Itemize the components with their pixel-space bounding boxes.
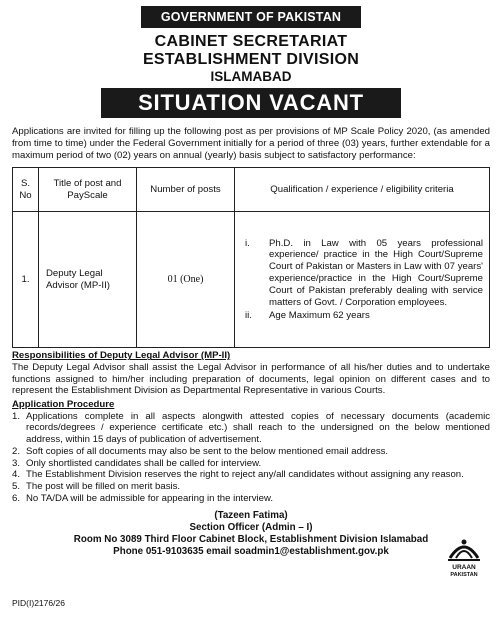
list-item-number: 4. bbox=[12, 469, 21, 481]
list-item bbox=[12, 469, 490, 481]
list-item-text: The Establishment Division reserves the right to reject any/all candidates without assigning any reason. bbox=[26, 469, 464, 481]
signatory-name: (Tazeen Fatima) bbox=[214, 510, 288, 522]
table-header-row bbox=[13, 168, 490, 212]
list-item-text: Soft copies of all documents may also be sent to the below mentioned email address. bbox=[26, 445, 389, 457]
procedure-list bbox=[12, 411, 490, 505]
responsibilities-heading: Responsibilities of Deputy Legal Advisor (MP-II) bbox=[12, 350, 231, 362]
list-item-text: No TA/DA will be admissible for appearing in the interview. bbox=[26, 492, 274, 504]
row-number: 01 (One) bbox=[137, 212, 235, 348]
criteria-numeral: i. bbox=[245, 237, 250, 249]
list-item bbox=[12, 481, 490, 493]
intro-paragraph: Applications are invited for filling up the following post as per provisions of MP Scale Policy 2020, (as amended from time to time) under the Federal Government initially for a period of three (03) years, further extendable for a maximum period of two (02) years on annual (yearly) basis subject to satisfactory performance: bbox=[12, 126, 490, 161]
criteria-item bbox=[239, 310, 483, 322]
header-qualification: Qualification / experience / eligibility criteria bbox=[235, 168, 490, 212]
list-item-number: 2. bbox=[12, 445, 21, 457]
row-sno: 1. bbox=[13, 212, 39, 348]
list-item bbox=[12, 446, 490, 458]
criteria-text: Age Maximum 62 years bbox=[269, 310, 370, 322]
list-item bbox=[12, 493, 490, 505]
government-banner: GOVERNMENT OF PAKISTAN bbox=[141, 6, 361, 28]
vacancy-table bbox=[12, 167, 490, 348]
list-item-text: The post will be filled on merit basis. bbox=[26, 481, 181, 492]
procedure-heading: Application Procedure bbox=[12, 399, 115, 411]
list-item-number: 1. bbox=[12, 410, 21, 422]
header-sno: S. No bbox=[13, 168, 39, 212]
list-item-number: 3. bbox=[12, 457, 21, 469]
svg-text:PAKISTAN: PAKISTAN bbox=[450, 572, 478, 578]
office-address: Room No 3089 Third Floor Cabinet Block, Establishment Division Islamabad bbox=[73, 534, 429, 545]
list-item-text: Only shortlisted candidates shall be called for interview. bbox=[26, 457, 262, 469]
row-title: Deputy Legal Advisor (MP-II) bbox=[39, 212, 137, 348]
criteria-numeral: ii. bbox=[245, 310, 252, 322]
list-item bbox=[12, 411, 490, 446]
list-item-text: Applications complete in all aspects alongwith attested copies of necessary documents (academic records/degrees / experience certificate etc.) shall reach to the undersigned on the below mentioned address, within 15 days of publication of advertisement. bbox=[26, 410, 490, 446]
department-title: CABINET SECRETARIAT bbox=[154, 33, 348, 50]
pid-number: PID(I)2176/26 bbox=[12, 598, 65, 608]
list-item-number: 5. bbox=[12, 481, 21, 492]
uraan-logo-icon bbox=[444, 528, 484, 578]
list-item-number: 6. bbox=[12, 492, 21, 504]
list-item bbox=[12, 458, 490, 470]
criteria-text: Ph.D. in Law with 05 years professional experience/ practice in the High Court/Supreme Court of Pakistan or Masters in Law with 07 years' experience/practice in the High Court/Supreme Court of Pakistan preferably dealing with service matters of Govt. / Corporation employees. bbox=[269, 237, 483, 308]
signature-block bbox=[12, 510, 490, 557]
division-title: ESTABLISHMENT DIVISION bbox=[142, 51, 360, 68]
header-number: Number of posts bbox=[137, 168, 235, 212]
signatory-designation: Section Officer (Admin – I) bbox=[189, 522, 313, 534]
table-row bbox=[13, 212, 490, 348]
row-criteria bbox=[235, 212, 490, 348]
contact-info: Phone 051-9103635 email soadmin1@establishment.gov.pk bbox=[113, 545, 389, 557]
uraan-pakistan-logo bbox=[444, 528, 484, 578]
responsibilities-text: The Deputy Legal Advisor shall assist the Legal Advisor in performance of all his/her duties and to undertake functions assigned to him/her including preparation of documents, legal opinion on different cases and to represent the Establishment Division as Departmental Representative in various Courts. bbox=[12, 361, 490, 397]
city-title: ISLAMABAD bbox=[210, 69, 292, 84]
criteria-item bbox=[239, 238, 483, 309]
svg-text:URAAN: URAAN bbox=[452, 564, 476, 571]
header-title: Title of post and PayScale bbox=[39, 168, 137, 212]
situation-vacant-banner: SITUATION VACANT bbox=[101, 88, 401, 118]
